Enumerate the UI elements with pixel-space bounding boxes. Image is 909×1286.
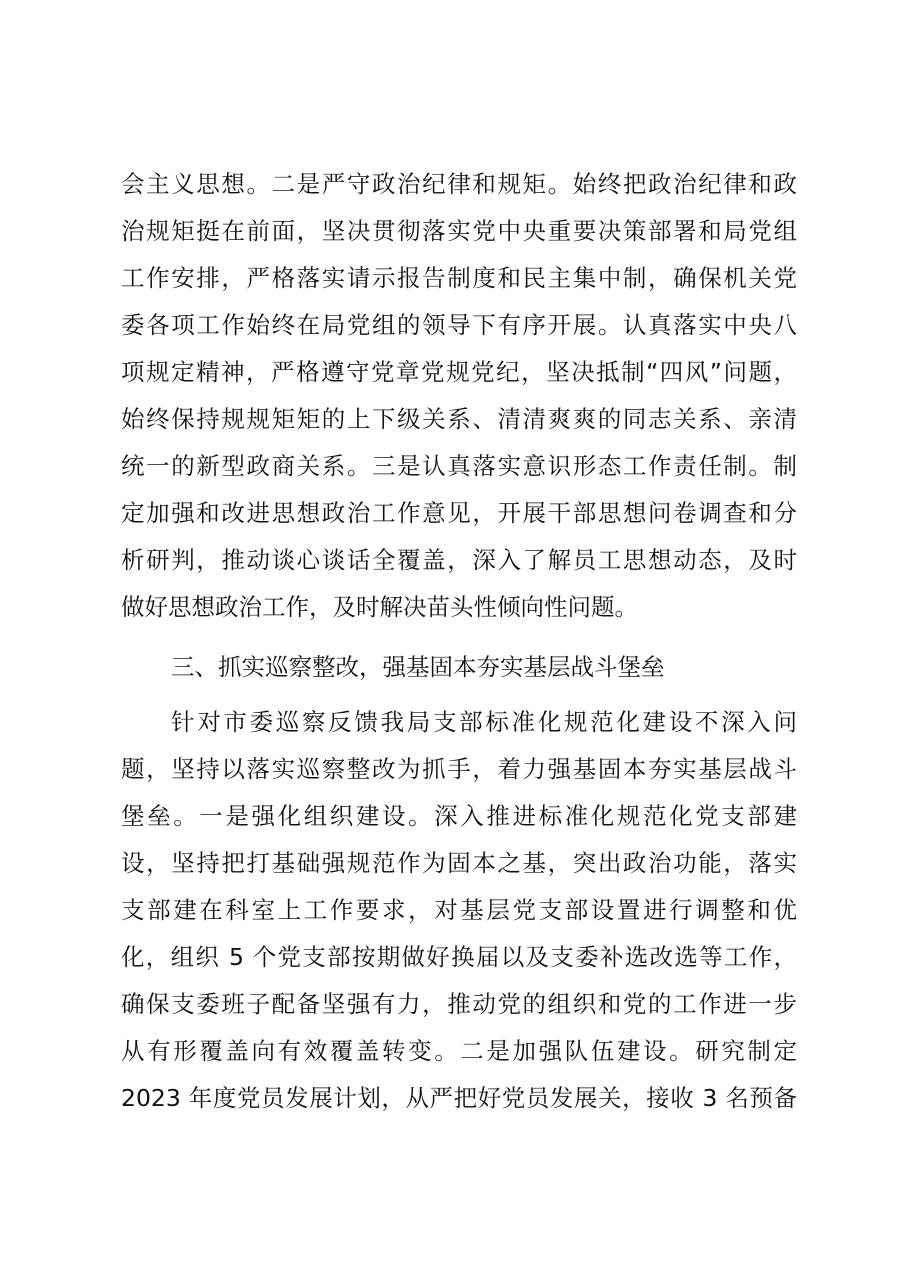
paragraph-line: 治规矩挺在前面，坚决贯彻落实党中央重要决策部署和局党组 bbox=[121, 217, 797, 245]
paragraph-line: 确保支委班子配备坚强有力，推动党的组织和党的工作进一步 bbox=[121, 990, 797, 1018]
paragraph-line: 堡垒。一是强化组织建设。深入推进标准化规范化党支部建 bbox=[121, 802, 797, 830]
section-heading: 三、抓实巡察整改，强基固本夯实基层战斗堡垒 bbox=[171, 653, 665, 681]
paragraph-line: 始终保持规规矩矩的上下级关系、清清爽爽的同志关系、亲清 bbox=[121, 405, 797, 433]
paragraph-line: 统一的新型政商关系。三是认真落实意识形态工作责任制。制 bbox=[121, 452, 797, 480]
paragraph-line: 题，坚持以落实巡察整改为抓手，着力强基固本夯实基层战斗 bbox=[121, 755, 797, 783]
paragraph-line: 2023 年度党员发展计划，从严把好党员发展关，接收 3 名预备 bbox=[121, 1084, 797, 1112]
paragraph-line: 从有形覆盖向有效覆盖转变。二是加强队伍建设。研究制定 bbox=[121, 1037, 797, 1065]
paragraph-line: 项规定精神，严格遵守党章党规党纪，坚决抵制“四风”问题， bbox=[121, 358, 797, 386]
paragraph-line: 委各项工作始终在局党组的领导下有序开展。认真落实中央八 bbox=[121, 311, 797, 339]
paragraph-line: 会主义思想。二是严守政治纪律和规矩。始终把政治纪律和政 bbox=[121, 170, 797, 198]
paragraph-line: 工作安排，严格落实请示报告制度和民主集中制，确保机关党 bbox=[121, 264, 797, 292]
paragraph-line: 析研判，推动谈心谈话全覆盖，深入了解员工思想动态，及时 bbox=[121, 546, 797, 574]
paragraph-line: 定加强和改进思想政治工作意见，开展干部思想问卷调查和分 bbox=[121, 499, 797, 527]
paragraph-line: 设，坚持把打基础强规范作为固本之基，突出政治功能，落实 bbox=[121, 849, 797, 877]
paragraph-line: 支部建在科室上工作要求，对基层党支部设置进行调整和优 bbox=[121, 896, 797, 924]
paragraph-line: 针对市委巡察反馈我局支部标准化规范化建设不深入问 bbox=[171, 708, 797, 736]
paragraph-line: 做好思想政治工作，及时解决苗头性倾向性问题。 bbox=[121, 593, 638, 621]
paragraph-line: 化，组织 5 个党支部按期做好换届以及支委补选改选等工作， bbox=[121, 943, 797, 971]
